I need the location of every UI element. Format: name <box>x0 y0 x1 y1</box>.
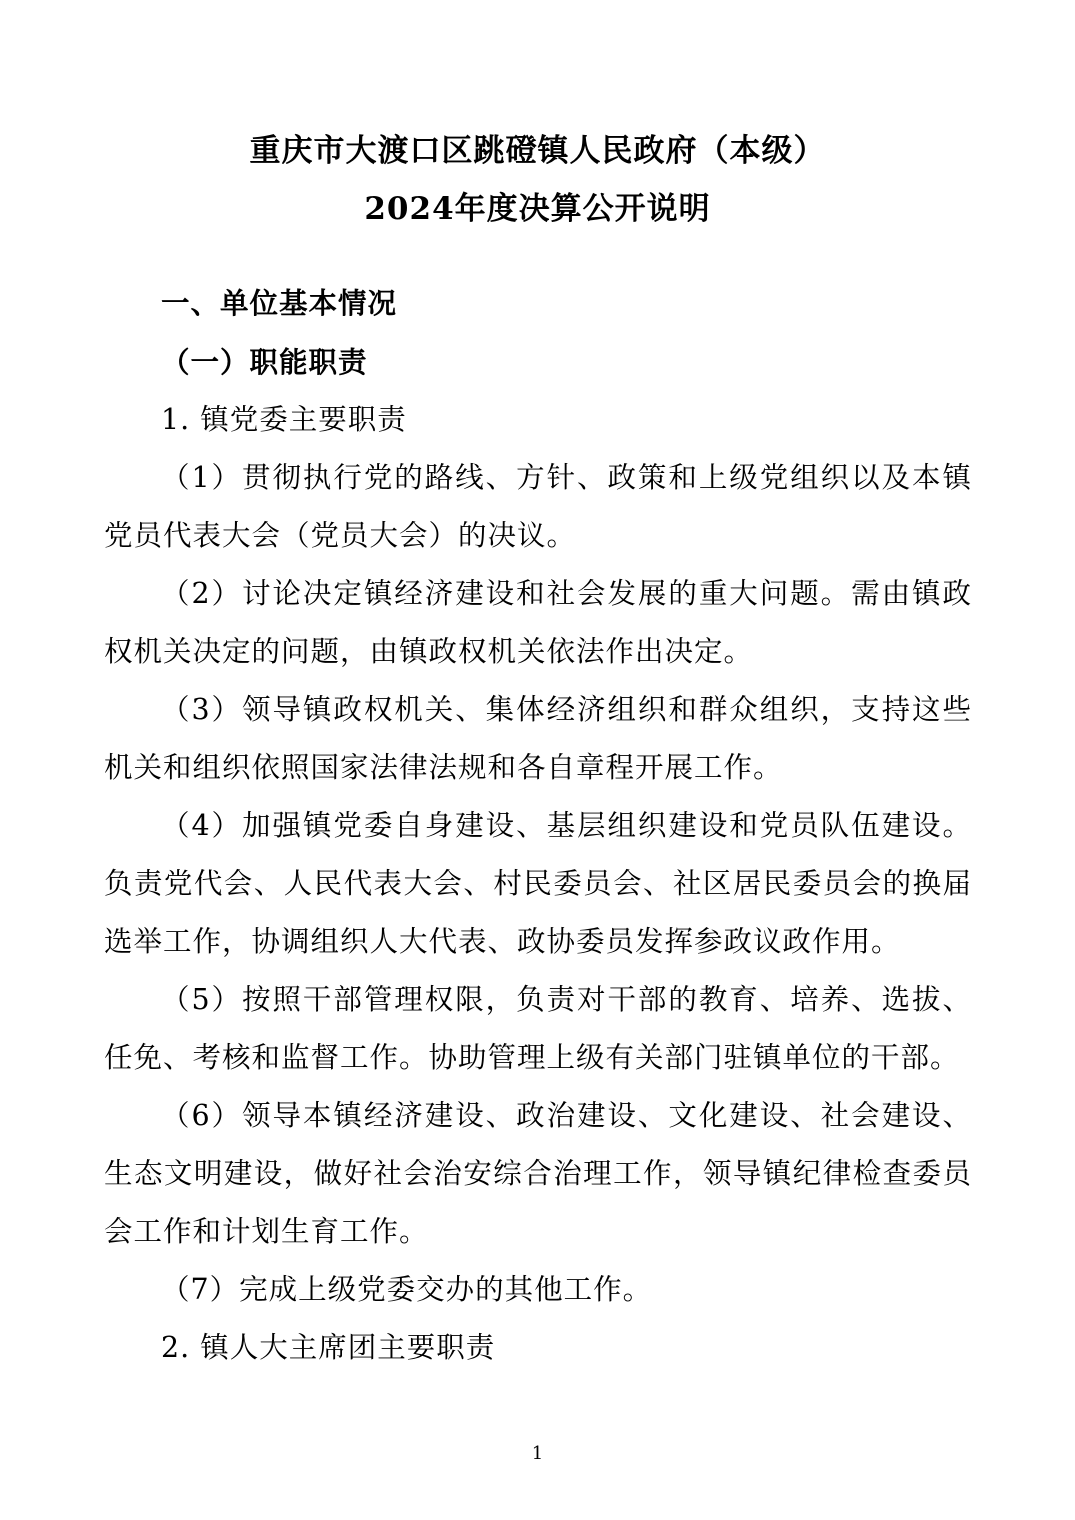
duty-paragraph: （7）完成上级党委交办的其他工作。 <box>161 1273 653 1306</box>
subsection-title-npc-presidium: 2. 镇人大主席团主要职责 <box>161 1331 496 1364</box>
document-title-line-2: 2024年度决算公开说明 <box>364 191 711 227</box>
section-heading-1: 一、单位基本情况 <box>161 287 398 320</box>
duty-paragraph: （3）领导镇政权机关、集体经济组织和群众组织，支持这些机关和组织依照国家法律法规和各自章程开展工作。 <box>104 693 972 784</box>
document-title-line-1: 重庆市大渡口区跳磴镇人民政府（本级） <box>249 133 826 169</box>
page-number: 1 <box>531 1443 544 1464</box>
subsection-title-party-committee: 1. 镇党委主要职责 <box>161 403 407 436</box>
duty-paragraph: （2）讨论决定镇经济建设和社会发展的重大问题。需由镇政权机关决定的问题，由镇政权机关依法作出决定。 <box>104 577 972 668</box>
duty-paragraph: （6）领导本镇经济建设、政治建设、文化建设、社会建设、生态文明建设，做好社会治安综合治理工作，领导镇纪律检查委员会工作和计划生育工作。 <box>104 1099 972 1248</box>
duty-paragraph: （4）加强镇党委自身建设、基层组织建设和党员队伍建设。负责党代会、人民代表大会、村民委员会、社区居民委员会的换届选举工作，协调组织人大代表、政协委员发挥参政议政作用。 <box>104 809 972 958</box>
duty-paragraph: （1）贯彻执行党的路线、方针、政策和上级党组织以及本镇党员代表大会（党员大会）的决议。 <box>104 461 972 552</box>
section-heading-2: （一）职能职责 <box>161 345 368 379</box>
document-body <box>104 275 972 1377</box>
duty-paragraph: （5）按照干部管理权限，负责对干部的教育、培养、选拔、任免、考核和监督工作。协助管理上级有关部门驻镇单位的干部。 <box>104 983 972 1074</box>
